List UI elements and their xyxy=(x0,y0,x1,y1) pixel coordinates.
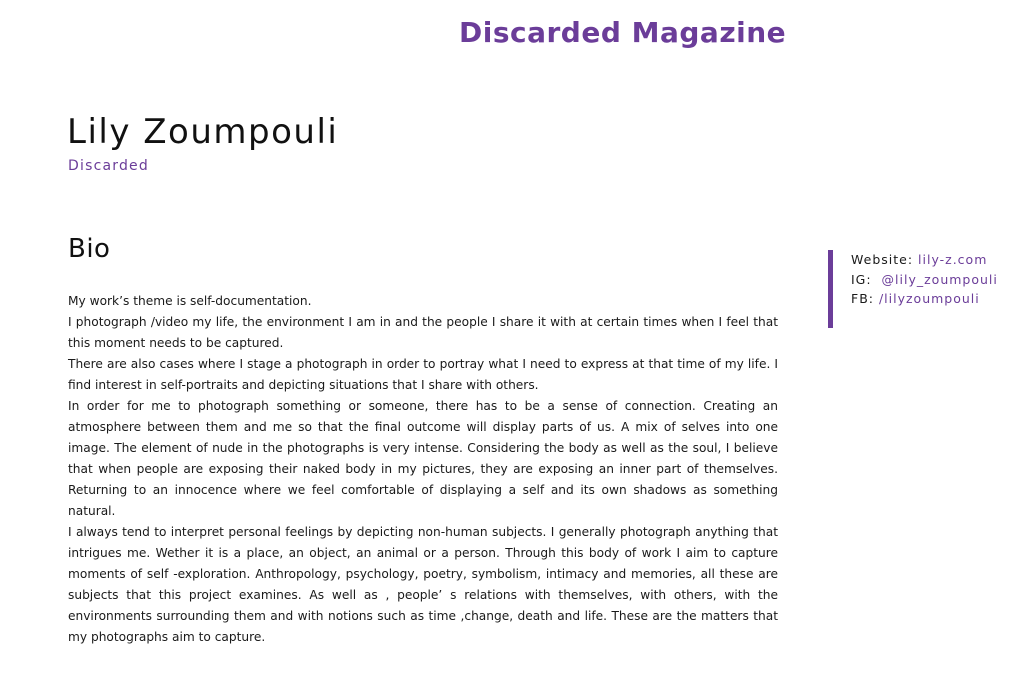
fb-label: FB: xyxy=(851,291,874,306)
bio-paragraph: My work’s theme is self-documentation. xyxy=(68,294,312,308)
bio-text xyxy=(68,291,778,648)
bio-paragraph: There are also cases where I stage a photograph in order to portray what I need to express at that time of my life. I find interest in self-portraits and depicting situations that I share with others. xyxy=(68,357,778,392)
bio-paragraph: I always tend to interpret personal feelings by depicting non-human subjects. I generally photograph anything that intrigues me. Wether it is a place, an object, an animal or a person. Through this body of work I aim to capture moments of self -exploration. Anthropology, psychology, poetry, symbolism, intimacy and memories, all these are subjects that this project examines. As well as , people’ s relations with themselves, with others, with the environments surrounding them and with notions such as time ,change, death and life. These are the matters that my photographs aim to capture. xyxy=(68,525,778,644)
site-title[interactable]: Discarded Magazine xyxy=(459,16,787,49)
bio-paragraph: In order for me to photograph something or someone, there has to be a sense of connection. Creating an atmosphere between them and me so that the final outcome will display parts of us. A mix of selves into one image. The element of nude in the photographs is very intense. Considering the body as well as the soul, I believe that when people are exposing their naked body in my pictures, they are exposing an inner part of themselves. Returning to an innocence where we feel comfortable of displaying a self and its own shadows as something natural. xyxy=(68,399,778,518)
series-label: Discarded xyxy=(68,158,149,174)
fb-row xyxy=(851,289,998,309)
ig-row xyxy=(851,270,998,290)
ig-label: IG: xyxy=(851,271,872,287)
website-label: Website: xyxy=(851,252,914,267)
contact-box xyxy=(828,250,998,328)
fb-link[interactable]: /lilyzoumpouli xyxy=(878,291,980,306)
ig-link[interactable]: @lily_zoumpouli xyxy=(881,271,998,287)
artist-name: Lily Zoumpouli xyxy=(67,112,339,152)
bio-heading: Bio xyxy=(68,234,111,264)
website-row xyxy=(851,250,998,270)
website-link[interactable]: lily-z.com xyxy=(918,252,988,267)
bio-paragraph: I photograph /video my life, the environment I am in and the people I share it with at certain times when I feel that this moment needs to be captured. xyxy=(68,315,778,350)
